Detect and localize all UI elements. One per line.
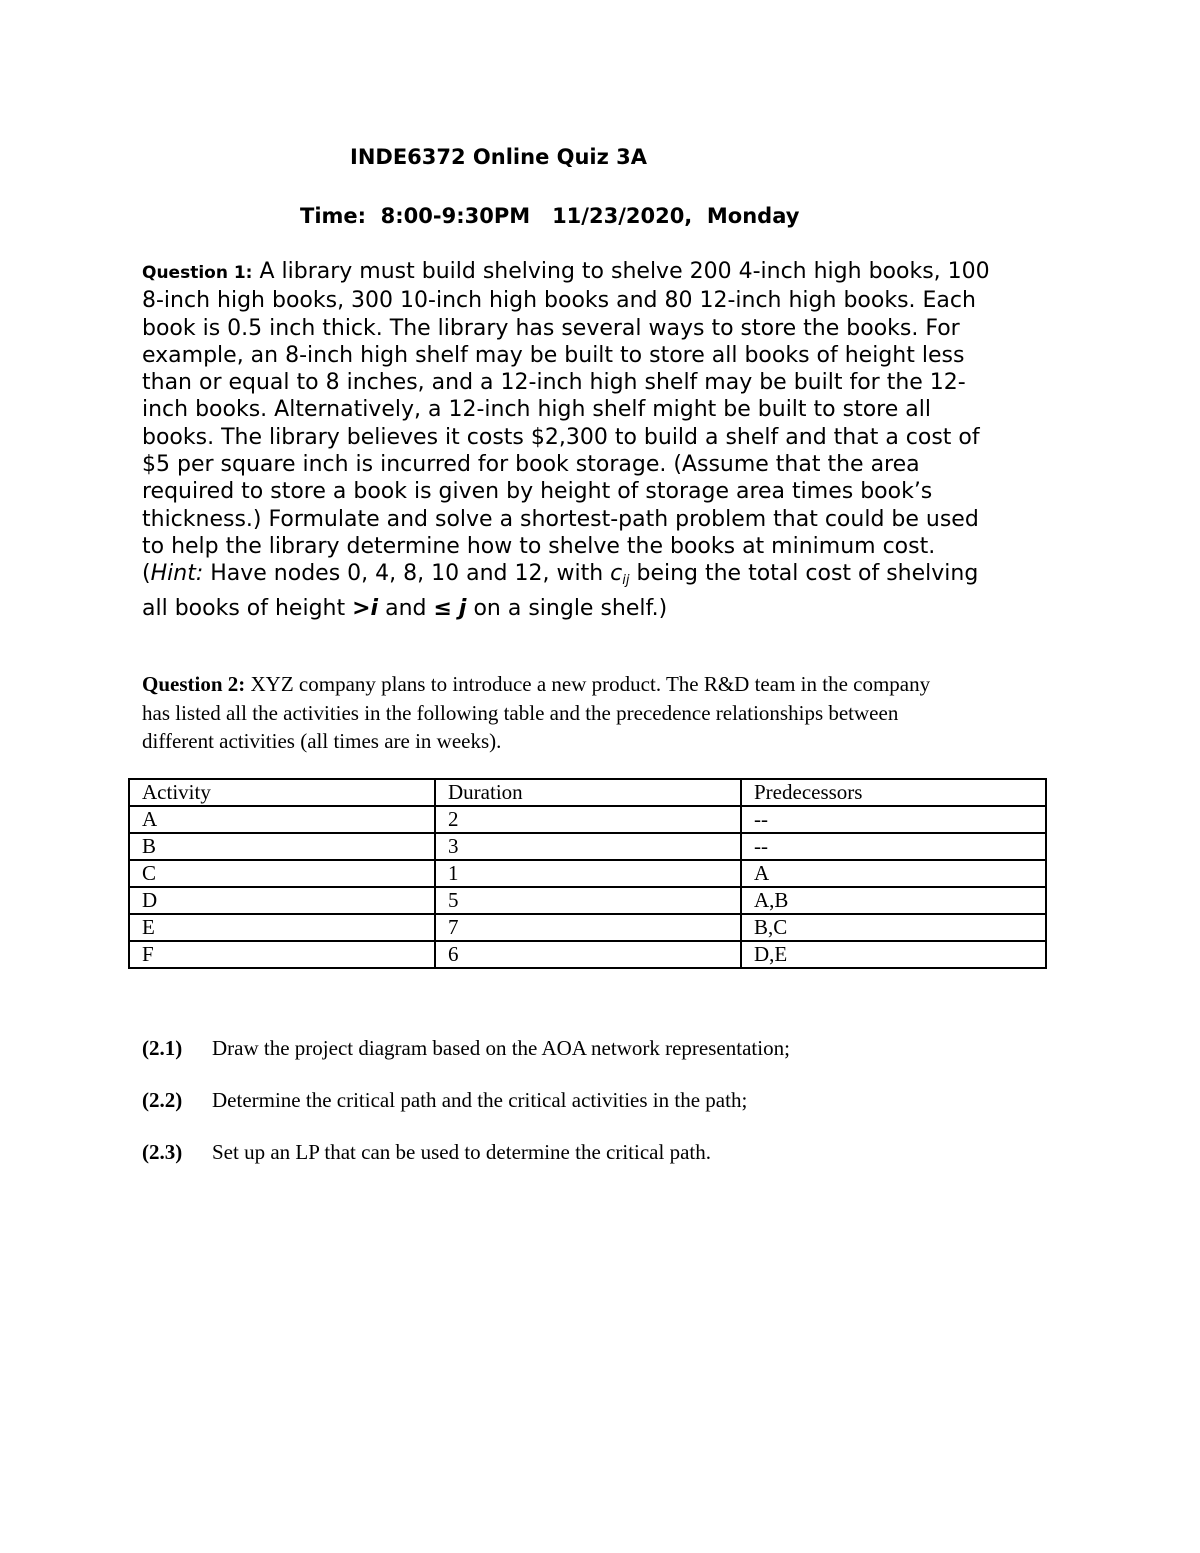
activity-table [128,778,1047,969]
table-row [129,833,1046,860]
header-predecessors: Predecessors [741,779,1046,806]
part-text: Set up an LP that can be used to determine the critical path. [212,1140,711,1164]
page-title: INDE6372 Online Quiz 3A [350,145,648,169]
duration-cell: 7 [435,914,741,941]
table-row [129,914,1046,941]
header-activity: Activity [129,779,435,806]
table-row [129,806,1046,833]
part-text: Draw the project diagram based on the AOA network representation; [212,1036,790,1060]
activity-cell: F [129,941,435,968]
predecessors-cell: -- [741,833,1046,860]
cost-symbol: c [610,561,623,587]
header-duration: Duration [435,779,741,806]
table-row [129,941,1046,968]
hint-line-1: (Hint: Have nodes 0, 4, 8, 10 and 12, with $c_{ij}$ being the total cost of shelving [142,561,979,589]
duration-cell: 6 [435,941,741,968]
predecessors-cell: D,E [741,941,1046,968]
greater-than-symbol: > [352,595,371,621]
activity-cell: C [129,860,435,887]
q1-line: inch books. Alternatively, a 12-inch high shelf might be built to store all [142,397,931,423]
q1-line: books. The library believes it costs $2,300 to build a shelf and that a cost of [142,424,980,450]
predecessors-cell: A [741,860,1046,887]
q2-line: different activities (all times are in weeks). [142,729,502,753]
part-number: (2.3) [142,1140,183,1164]
q1-line: thickness.) Formulate and solve a shortest-path problem that could be used [142,506,979,532]
duration-cell: 2 [435,806,741,833]
question-1-label: Question 1: [142,263,253,283]
activity-cell: D [129,887,435,914]
duration-cell: 3 [435,833,741,860]
part-text: Determine the critical path and the critical activities in the path; [212,1088,748,1112]
index-i: i [370,595,379,621]
question-2-label: Question 2: [142,672,246,696]
predecessors-cell: A,B [741,887,1046,914]
time-line: Time: 8:00-9:30PM 11/23/2020, Monday [300,204,800,228]
activity-cell: E [129,914,435,941]
table-header-row [129,779,1046,806]
less-equal-symbol: ≤ [433,595,452,621]
predecessors-cell: -- [741,806,1046,833]
table-row [129,860,1046,887]
index-j: j [458,595,467,621]
q2-line: has listed all the activities in the following table and the precedence relationships between [142,700,899,725]
part-number: (2.1) [142,1036,183,1060]
q1-line: example, an 8-inch high shelf may be built to store all books of height less [142,342,965,368]
question-1 [142,258,1062,622]
q1-line: book is 0.5 inch thick. The library has several ways to store the books. For [142,315,960,341]
q1-line: $5 per square inch is incurred for book storage. (Assume that the area [142,452,920,478]
part-2-2 [142,1088,747,1113]
q1-line: required to store a book is given by height of storage area times book’s [142,479,933,505]
cost-subscript: ij [622,573,630,589]
q1-line: 8-inch high books, 300 10-inch high books and 80 12-inch high books. Each [142,288,976,314]
hint-line-2: all books of height >i and ≤ j on a single shelf.) [142,595,668,621]
activity-cell: B [129,833,435,860]
q1-line: than or equal to 8 inches, and a 12-inch high shelf may be built for the 12- [142,370,966,396]
q1-line [142,258,1062,287]
q2-line: Question 2: XYZ company plans to introduce a new product. The R&D team in the company [142,672,931,696]
table-row [129,887,1046,914]
q1-line: to help the library determine how to shelve the books at minimum cost. [142,533,936,559]
hint-word: Hint: [150,561,204,587]
activity-cell: A [129,806,435,833]
part-2-1 [142,1036,790,1061]
part-2-3 [142,1140,711,1165]
q1-text: A library must build shelving to shelve 200 4-inch high books, 100 [252,259,990,284]
duration-cell: 1 [435,860,741,887]
predecessors-cell: B,C [741,914,1046,941]
question-2 [142,670,1062,756]
part-number: (2.2) [142,1088,183,1112]
duration-cell: 5 [435,887,741,914]
